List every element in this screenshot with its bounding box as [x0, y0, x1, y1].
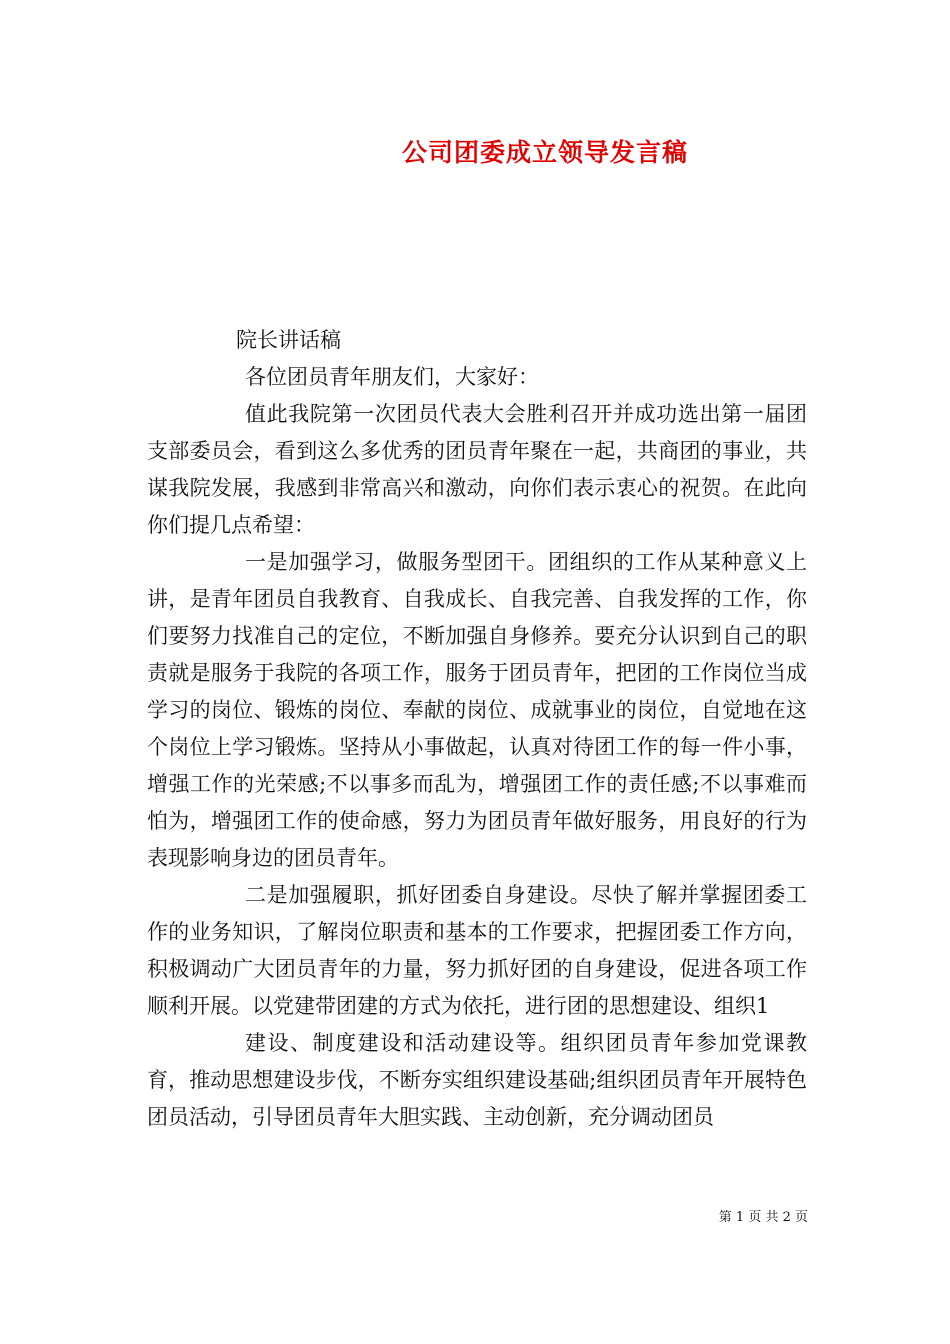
document-body [147, 322, 807, 1136]
paragraph-2: 一是加强学习，做服务型团干。团组织的工作从某种意义上讲，是青年团员自我教育、自我成长、自我完善、自我发挥的工作，你们要努力找准自己的定位，不断加强自身修养。要充分认识到自己的职责就是服务于我院的各项工作，服务于团员青年，把团的工作岗位当成学习的岗位、锻炼的岗位、奉献的岗位、成就事业的岗位，自觉地在这个岗位上学习锻炼。坚持从小事做起，认真对待团工作的每一件小事，增强工作的光荣感;不以事多而乱为，增强团工作的责任感;不以事难而怕为，增强团工作的使命感，努力为团员青年做好服务，用良好的行为表现影响身边的团员青年。 [147, 550, 807, 870]
greeting-line: 各位团员青年朋友们，大家好： [245, 365, 539, 389]
page-number-footer: 第 1 页 共 2 页 [718, 1210, 808, 1225]
paragraph-3: 二是加强履职，抓好团委自身建设。尽快了解并掌握团委工作的业务知识，了解岗位职责和基本的工作要求，把握团委工作方向，积极调动广大团员青年的力量，努力抓好团的自身建设，促进各项工作顺利开展。以党建带团建的方式为依托，进行团的思想建设、组织1 [147, 883, 807, 1018]
paragraph-4: 建设、制度建设和活动建设等。组织团员青年参加党课教育，推动思想建设步伐，不断夯实组织建设基础;组织团员青年开展特色团员活动，引导团员青年大胆实践、主动创新，充分调动团员 [147, 1031, 807, 1129]
document-title: 公司团委成立领导发言稿 [401, 138, 688, 167]
paragraph-1: 值此我院第一次团员代表大会胜利召开并成功选出第一届团支部委员会，看到这么多优秀的团员青年聚在一起，共商团的事业，共谋我院发展，我感到非常高兴和激动，向你们表示衷心的祝贺。在此向你们提几点希望： [147, 402, 807, 537]
document-subtitle: 院长讲话稿 [236, 328, 341, 352]
